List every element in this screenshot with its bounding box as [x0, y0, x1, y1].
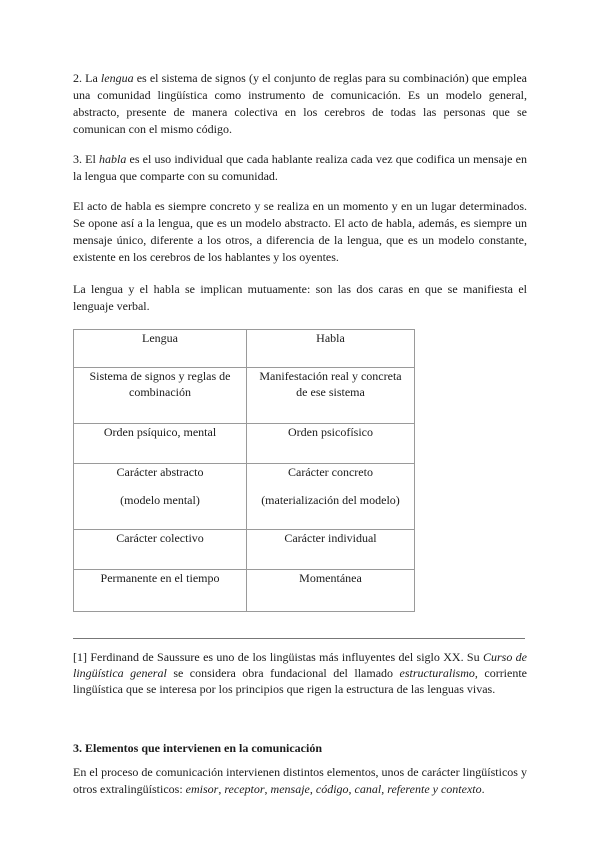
- table-cell: Carácter individual: [247, 530, 415, 570]
- paragraph-text: es el uso individual que cada hablante realiza cada vez que codifica un mensaje en la lengua que comparte con su comunidad.: [73, 152, 527, 183]
- table-row: [74, 368, 415, 424]
- footnote-work-title: Curso de lingüística general: [73, 650, 527, 680]
- paragraph-number: 2. La: [73, 71, 101, 85]
- header-lengua: Lengua: [74, 330, 247, 368]
- section-intro: En el proceso de comunicación intervienen distintos elementos, unos de carácter lingüísticos y otros extralingüísticos: emisor, receptor, mensaje, código, canal, referente y contexto.: [73, 765, 527, 796]
- table-cell: Momentánea: [247, 570, 415, 612]
- element-emisor: emisor: [185, 782, 219, 796]
- element-receptor: receptor: [224, 782, 265, 796]
- table-row: [74, 530, 415, 570]
- header-habla: Habla: [247, 330, 415, 368]
- table-cell: Carácter abstracto (modelo mental): [74, 464, 247, 530]
- term-habla: habla: [99, 152, 127, 166]
- table-cell: Sistema de signos y reglas de combinación: [74, 368, 247, 424]
- paragraph-implican: La lengua y el habla se implican mutuamente: son las dos caras en que se manifiesta el lenguaje verbal.: [73, 282, 527, 313]
- table-row: [74, 570, 415, 612]
- table-row: [74, 424, 415, 464]
- term-lengua: lengua: [100, 71, 134, 85]
- element-mensaje: mensaje: [270, 782, 310, 796]
- element-canal: canal: [354, 782, 382, 796]
- table-cell: Manifestación real y concreta de ese sistema: [247, 368, 415, 424]
- paragraph-number: 3. El: [73, 152, 99, 166]
- paragraph-lengua: [73, 70, 527, 138]
- table-header-row: [74, 330, 415, 368]
- paragraph-habla: [73, 151, 527, 185]
- table-cell: Orden psíquico, mental: [74, 424, 247, 464]
- table-cell: Carácter colectivo: [74, 530, 247, 570]
- paragraph-acto-de-habla: El acto de habla es siempre concreto y se realiza en un momento y en un lugar determinados. Se opone así a la lengua, que es un modelo abstracto. El acto de habla, además, es siempre un mensaje único, diferente a los otros, a diferencia de la lengua, que es un modelo constante, existente en los cerebros de los hablantes y los oyentes.: [73, 199, 527, 264]
- footnote: [1] Ferdinand de Saussure es uno de los lingüistas más influyentes del siglo XX. Su Curso de lingüística general se considera obra fundacional del llamado estructuralismo, corriente lingüística que se interesa por los principios que rigen la estructura de las lenguas vivas.: [73, 650, 528, 696]
- element-codigo: código: [315, 782, 349, 796]
- footnote-marker[interactable]: [1]: [73, 650, 87, 664]
- table-cell: Orden psicofísico: [247, 424, 415, 464]
- footnote-separator: [73, 638, 525, 639]
- table-cell: Carácter concreto (materialización del modelo): [247, 464, 415, 530]
- table-cell: Permanente en el tiempo: [74, 570, 247, 612]
- paragraph-text: es el sistema de signos (y el conjunto de reglas para su combinación) que emplea una comunidad lingüística como instrumento de comunicación. Es un modelo general, abstracto, presente de manera colectiva en los cerebros de todas las personas que se comunican con el mismo código.: [73, 71, 527, 136]
- table-row: [74, 464, 415, 530]
- element-referente-contexto: referente y contexto: [387, 782, 482, 796]
- footnote-movement: estructuralismo: [399, 666, 475, 680]
- lengua-habla-table: [73, 329, 415, 612]
- section-heading: 3. Elementos que intervienen en la comunicación: [73, 741, 322, 755]
